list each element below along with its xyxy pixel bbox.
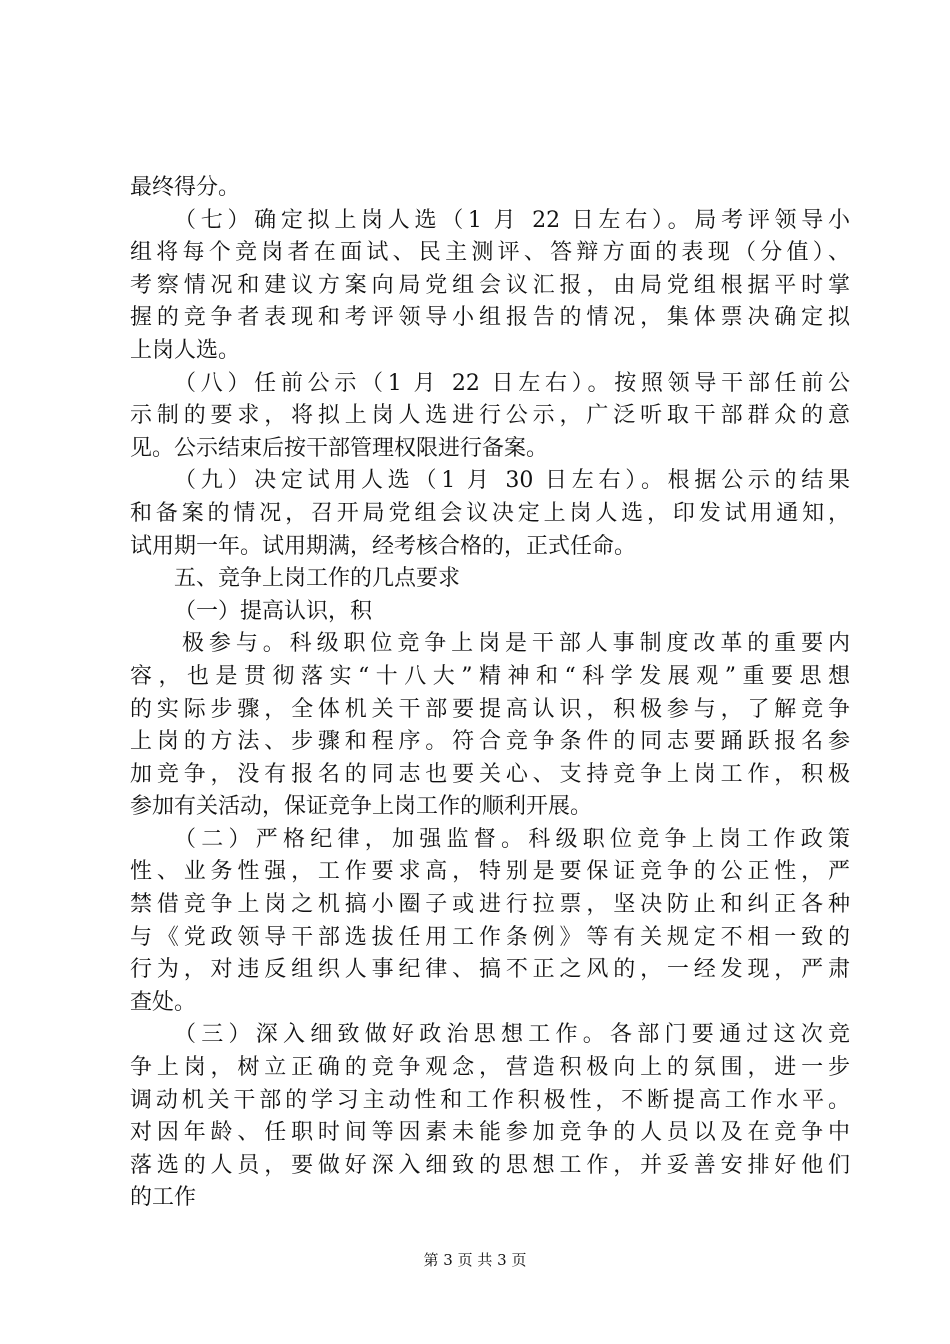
text-line: 极参与。科级职位竞争上岗是干部人事制度改革的重要内 <box>182 631 850 657</box>
text-line: （八）任前公示（1 月 22 日左右）。按照领导干部任前公 <box>174 370 850 396</box>
text-line: 上岗人选。 <box>130 337 241 363</box>
text-line: 争上岗，树立正确的竞争观念，营造积极向上的氛围，进一步 <box>130 1055 850 1081</box>
text-line: 禁借竞争上岗之机搞小圈子或进行拉票，坚决防止和纠正各种 <box>130 892 850 918</box>
text-line: 与《党政领导干部选拔任用工作条例》等有关规定不相一致的 <box>130 924 850 950</box>
text-line: 和备案的情况，召开局党组会议决定上岗人选，印发试用通知， <box>130 500 850 526</box>
text-line: （三）深入细致做好政治思想工作。各部门要通过这次竞 <box>174 1022 850 1048</box>
text-line: 见。公示结束后按干部管理权限进行备案。 <box>130 435 549 461</box>
text-line: （一）提高认识，积 <box>174 598 373 624</box>
text-line: （七）确定拟上岗人选（1 月 22 日左右）。局考评领导小 <box>174 207 850 233</box>
text-line: 调动机关干部的学习主动性和工作积极性，不断提高工作水平。 <box>130 1087 850 1113</box>
text-line: 性、业务性强，工作要求高，特别是要保证竞争的公正性，严 <box>130 859 850 885</box>
text-line: （九）决定试用人选（1 月 30 日左右）。根据公示的结果 <box>174 468 850 494</box>
text-line: 最终得分。 <box>130 175 241 200</box>
text-line: 查处。 <box>130 989 197 1015</box>
text-line: 的工作 <box>130 1185 197 1211</box>
page-footer: 第 3 页 共 3 页 <box>423 1251 527 1269</box>
document-body <box>130 172 850 1215</box>
text-line: 握的竞争者表现和考评领导小组报告的情况，集体票决确定拟 <box>130 305 850 331</box>
text-line: （二）严格纪律，加强监督。科级职位竞争上岗工作政策 <box>174 826 850 852</box>
text-line: 上岗的方法、步骤和程序。符合竞争条件的同志要踊跃报名参 <box>130 729 850 755</box>
text-line: 考察情况和建议方案向局党组会议汇报，由局党组根据平时掌 <box>130 272 850 298</box>
text-line: 落选的人员，要做好深入细致的思想工作，并妥善安排好他们 <box>130 1152 850 1178</box>
text-line: 对因年龄、任职时间等因素未能参加竞争的人员以及在竞争中 <box>130 1120 850 1146</box>
text-line: 容，也是贯彻落实“十八大”精神和“科学发展观”重要思想 <box>130 663 850 689</box>
text-line: 试用期一年。试用期满，经考核合格的，正式任命。 <box>130 533 637 559</box>
text-line: 组将每个竞岗者在面试、民主测评、答辩方面的表现（分值）、 <box>130 240 850 266</box>
text-line: 参加有关活动，保证竞争上岗工作的顺利开展。 <box>130 794 593 820</box>
text-line: 加竞争，没有报名的同志也要关心、支持竞争上岗工作，积极 <box>130 761 850 787</box>
section-heading: 五、竞争上岗工作的几点要求 <box>174 566 461 592</box>
text-line: 的实际步骤，全体机关干部要提高认识，积极参与，了解竞争 <box>130 696 850 722</box>
text-line: 示制的要求，将拟上岗人选进行公示，广泛听取干部群众的意 <box>130 403 850 429</box>
text-line: 行为，对违反组织人事纪律、搞不正之风的，一经发现，严肃 <box>130 957 850 983</box>
